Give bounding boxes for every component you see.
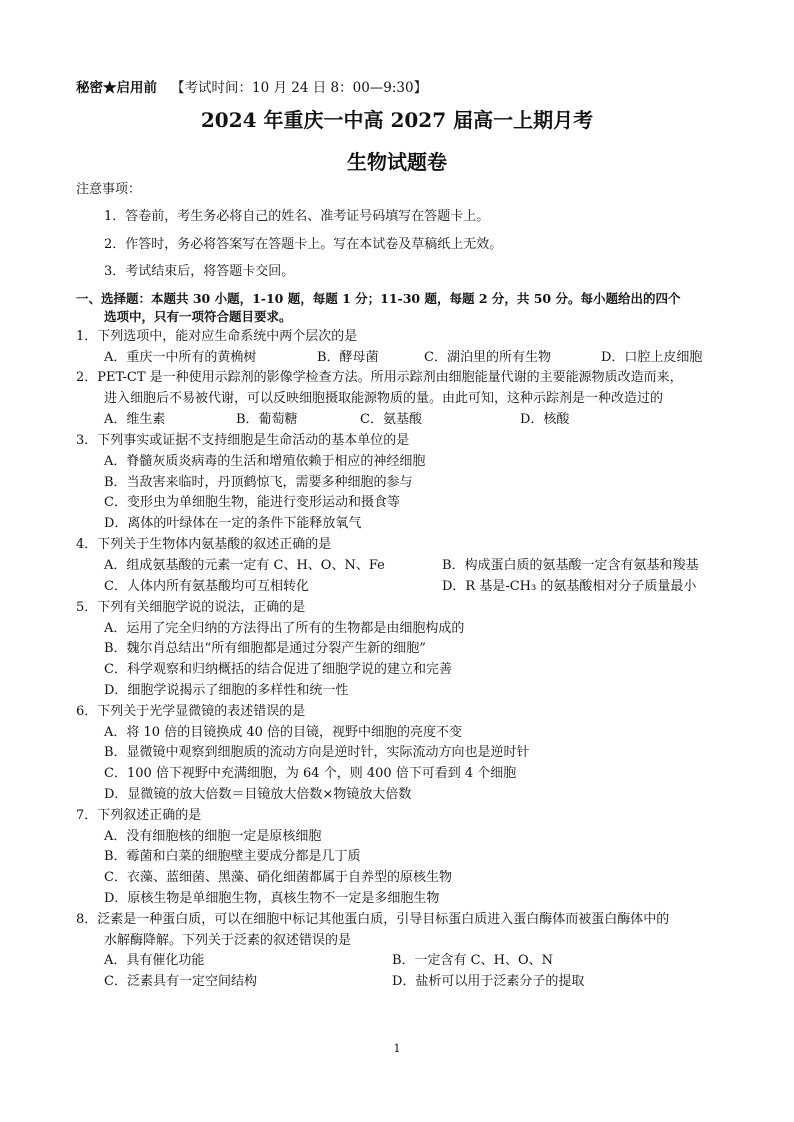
option-a: A．维生素: [104, 412, 166, 427]
question-stem-cont: 水解酶降解。下列关于泛素的叙述错误的是: [104, 933, 352, 948]
option-a: A．运用了完全归纳的方法得出了所有的生物都是由细胞构成的: [104, 621, 465, 636]
option-a: A．将 10 倍的目镜换成 40 倍的目镜，视野中细胞的亮度不变: [104, 725, 463, 740]
option-b: B．显微镜中观察到细胞质的流动方向是逆时针，实际流动方向也是逆时针: [104, 745, 530, 760]
option-c: C．100 倍下视野中充满细胞，为 64 个，则 400 倍下可看到 4 个细胞: [104, 766, 517, 781]
exam-time: 【考试时间：10 月 24 日 8：00—9:30】: [171, 80, 428, 96]
option-a: A．重庆一中所有的黄桷树: [104, 350, 257, 365]
option-d: D．原核生物是单细胞生物，真核生物不一定是多细胞生物: [104, 891, 440, 906]
page-subtitle: 生物试题卷: [347, 150, 447, 174]
exam-header: [76, 76, 427, 96]
option-c: C．泛素具有一定空间结构: [104, 974, 257, 989]
option-d: D．盐析可以用于泛素分子的提取: [392, 974, 585, 989]
option-c: C．湖泊里的所有生物: [424, 350, 551, 365]
option-a: A．没有细胞核的细胞一定是原核细胞: [104, 829, 322, 844]
question-stem: 6．下列关于光学显微镜的表述错误的是: [76, 704, 306, 719]
option-b: B．魏尔肖总结出“所有细胞都是通过分裂产生新的细胞”: [104, 641, 426, 656]
notice-heading: 注意事项：: [76, 182, 142, 197]
option-d: D．显微镜的放大倍数＝目镜放大倍数×物镜放大倍数: [104, 787, 412, 802]
question-stem: 3．下列事实或证据不支持细胞是生命活动的基本单位的是: [76, 433, 410, 448]
option-c: C．人体内所有氨基酸均可互相转化: [104, 579, 309, 594]
page-title: 2024 年重庆一中高 2027 届高一上期月考: [200, 108, 594, 132]
option-b: B．葡萄糖: [236, 412, 298, 427]
notice-item: 2．作答时，务必将答案写在答题卡上。写在本试卷及草稿纸上无效。: [104, 237, 503, 252]
option-c: C．氨基酸: [360, 412, 422, 427]
question-stem-cont: 进入细胞后不易被代谢，可以反映细胞摄取能源物质的量。由此可知，这种示踪剂是一种改造过的: [104, 391, 664, 406]
option-c: C．科学观察和归纳概括的结合促进了细胞学说的建立和完善: [104, 662, 452, 677]
question-stem: 4．下列关于生物体内氨基酸的叙述正确的是: [76, 537, 332, 552]
section-heading: 一、选择题：本题共 30 小题，1-10 题，每题 1 分；11-30 题，每题 2 分，共 50 分。每小题给出的四个: [76, 291, 681, 306]
option-d: D．口腔上皮细胞: [601, 350, 703, 365]
option-d: D．R 基是-CH₃ 的氨基酸相对分子质量最小: [442, 579, 697, 594]
option-b: B．酵母菌: [317, 350, 379, 365]
question-stem: 2．PET-CT 是一种使用示踪剂的影像学检查方法。所用示踪剂由细胞能量代谢的主要能源物质改造而来，: [76, 370, 683, 385]
notice-item: 3．考试结束后，将答题卡交回。: [104, 264, 295, 279]
question-stem: 1．下列选项中，能对应生命系统中两个层次的是: [76, 329, 358, 344]
notice-item: 1．答卷前，考生务必将自己的姓名、准考证号码填写在答题卡上。: [104, 209, 490, 224]
option-a: A．组成氨基酸的元素一定有 C、H、O、N、Fe: [104, 558, 385, 573]
page-number: 1: [393, 1042, 401, 1055]
option-b: B．一定含有 C、H、O、N: [392, 953, 554, 968]
option-d: D．离体的叶绿体在一定的条件下能释放氧气: [104, 516, 362, 531]
question-stem: 5．下列有关细胞学说的说法，正确的是: [76, 600, 306, 615]
section-heading-cont: 选项中，只有一项符合题目要求。: [104, 309, 292, 324]
option-a: A．具有催化功能: [104, 953, 205, 968]
option-d: D．核酸: [520, 412, 570, 427]
option-b: B．构成蛋白质的氨基酸一定含有氨基和羧基: [442, 558, 699, 573]
option-c: C．衣藻、蓝细菌、黑藻、硝化细菌都属于自养型的原核生物: [104, 870, 452, 885]
option-d: D．细胞学说揭示了细胞的多样性和统一性: [104, 683, 349, 698]
option-a: A．脊髓灰质炎病毒的生活和增殖依赖于相应的神经细胞: [104, 454, 426, 469]
option-b: B．霉菌和白菜的细胞壁主要成分都是几丁质: [104, 849, 361, 864]
question-stem: 8．泛素是一种蛋白质，可以在细胞中标记其他蛋白质，引导目标蛋白质进入蛋白酶体而被蛋白酶体中的: [76, 912, 670, 927]
option-c: C．变形虫为单细胞生物，能进行变形运动和摄食等: [104, 495, 400, 510]
secret-label: 秘密★启用前: [76, 80, 157, 96]
question-stem: 7．下列叙述正确的是: [76, 808, 202, 823]
option-b: B．当敌害来临时，丹顶鹤惊飞，需要多种细胞的参与: [104, 475, 413, 490]
